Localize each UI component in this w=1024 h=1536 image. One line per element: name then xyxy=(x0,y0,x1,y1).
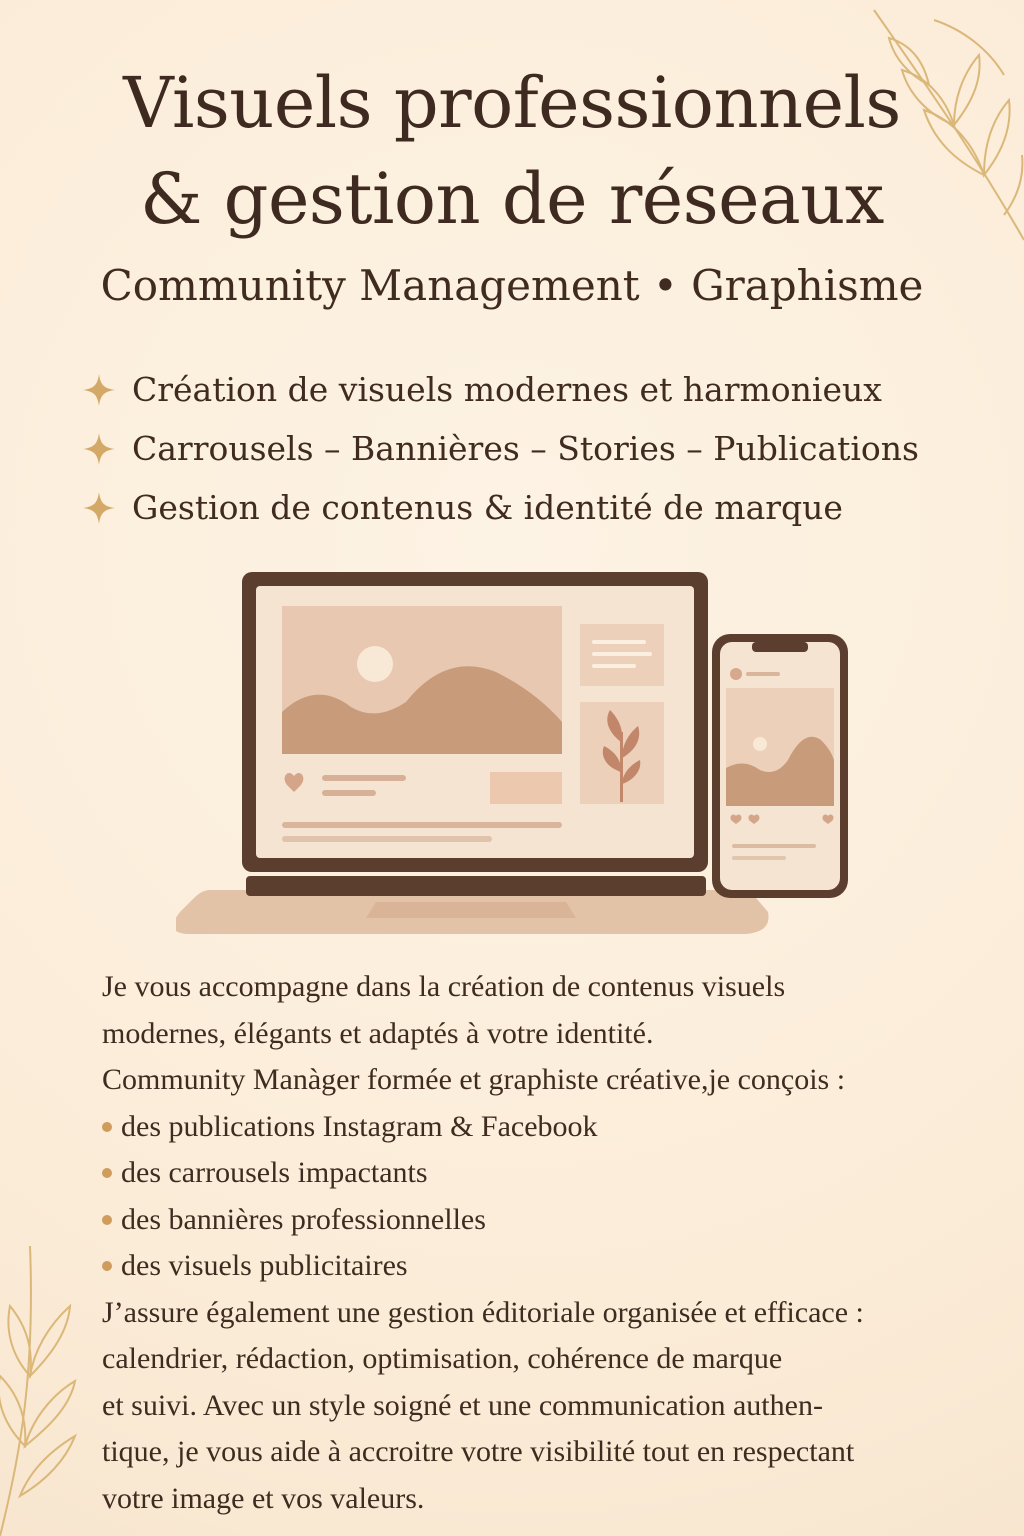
phone-sun-icon xyxy=(753,737,767,751)
closing-line: tique, je vous aide à accroitre votre visibilité tout en respectant xyxy=(102,1435,855,1468)
highlight-item xyxy=(82,478,982,537)
service-text: des bannières professionnelles xyxy=(121,1202,486,1236)
service-list xyxy=(102,1104,1007,1290)
laptop-keyboard xyxy=(246,876,706,896)
service-text: des carrousels impactants xyxy=(121,1156,428,1189)
bullet-dot-icon xyxy=(102,1261,112,1271)
highlight-item xyxy=(82,360,982,419)
service-item xyxy=(102,1197,1007,1244)
closing-line: votre image et vos valeurs. xyxy=(102,1481,425,1515)
page-subtitle: Community Management • Graphisme xyxy=(100,261,924,310)
intro-line: Community Manàger formée et graphiste créative,je conçois : xyxy=(102,1063,846,1096)
leaf-branch-icon xyxy=(0,1236,90,1536)
laptop-trackpad xyxy=(366,902,576,918)
intro-line: modernes, élégants et adaptés à votre identité. xyxy=(102,1016,654,1050)
title-line-2: & gestion de réseaux xyxy=(140,158,884,240)
sparkle-icon xyxy=(82,491,116,525)
closing-line: calendrier, rédaction, optimisation, cohérence de marque xyxy=(102,1342,783,1375)
highlight-text: Gestion de contenus & identité de marque xyxy=(132,488,843,527)
highlight-text: Création de visuels modernes et harmonieux xyxy=(132,370,882,409)
highlight-list xyxy=(82,360,982,537)
sparkle-icon xyxy=(82,373,116,407)
intro-line: Je vous accompagne dans la création de contenus visuels xyxy=(102,970,786,1003)
service-text: des visuels publicitaires xyxy=(121,1249,408,1282)
service-item xyxy=(102,1104,1007,1151)
phone-notch xyxy=(752,642,808,652)
closing-line: J’assure également une gestion éditoriale organisée et efficace : xyxy=(102,1295,864,1329)
bullet-dot-icon xyxy=(102,1122,112,1132)
closing-line: et suivi. Avec un style soigné et une communication authen- xyxy=(102,1388,823,1422)
service-item xyxy=(102,1243,1007,1290)
bullet-dot-icon xyxy=(102,1215,112,1225)
title-line-1: Visuels professionnels xyxy=(123,62,901,144)
service-text: des publications Instagram & Facebook xyxy=(121,1109,598,1143)
bullet-dot-icon xyxy=(102,1168,112,1178)
description-block xyxy=(102,964,1007,1522)
page-title xyxy=(60,55,964,247)
laptop-and-phone-illustration xyxy=(176,572,852,942)
service-item xyxy=(102,1150,1007,1197)
highlight-item xyxy=(82,419,982,478)
screen-sun-icon xyxy=(357,646,393,682)
sparkle-icon xyxy=(82,432,116,466)
highlight-text: Carrousels – Bannières – Stories – Publications xyxy=(132,429,919,468)
